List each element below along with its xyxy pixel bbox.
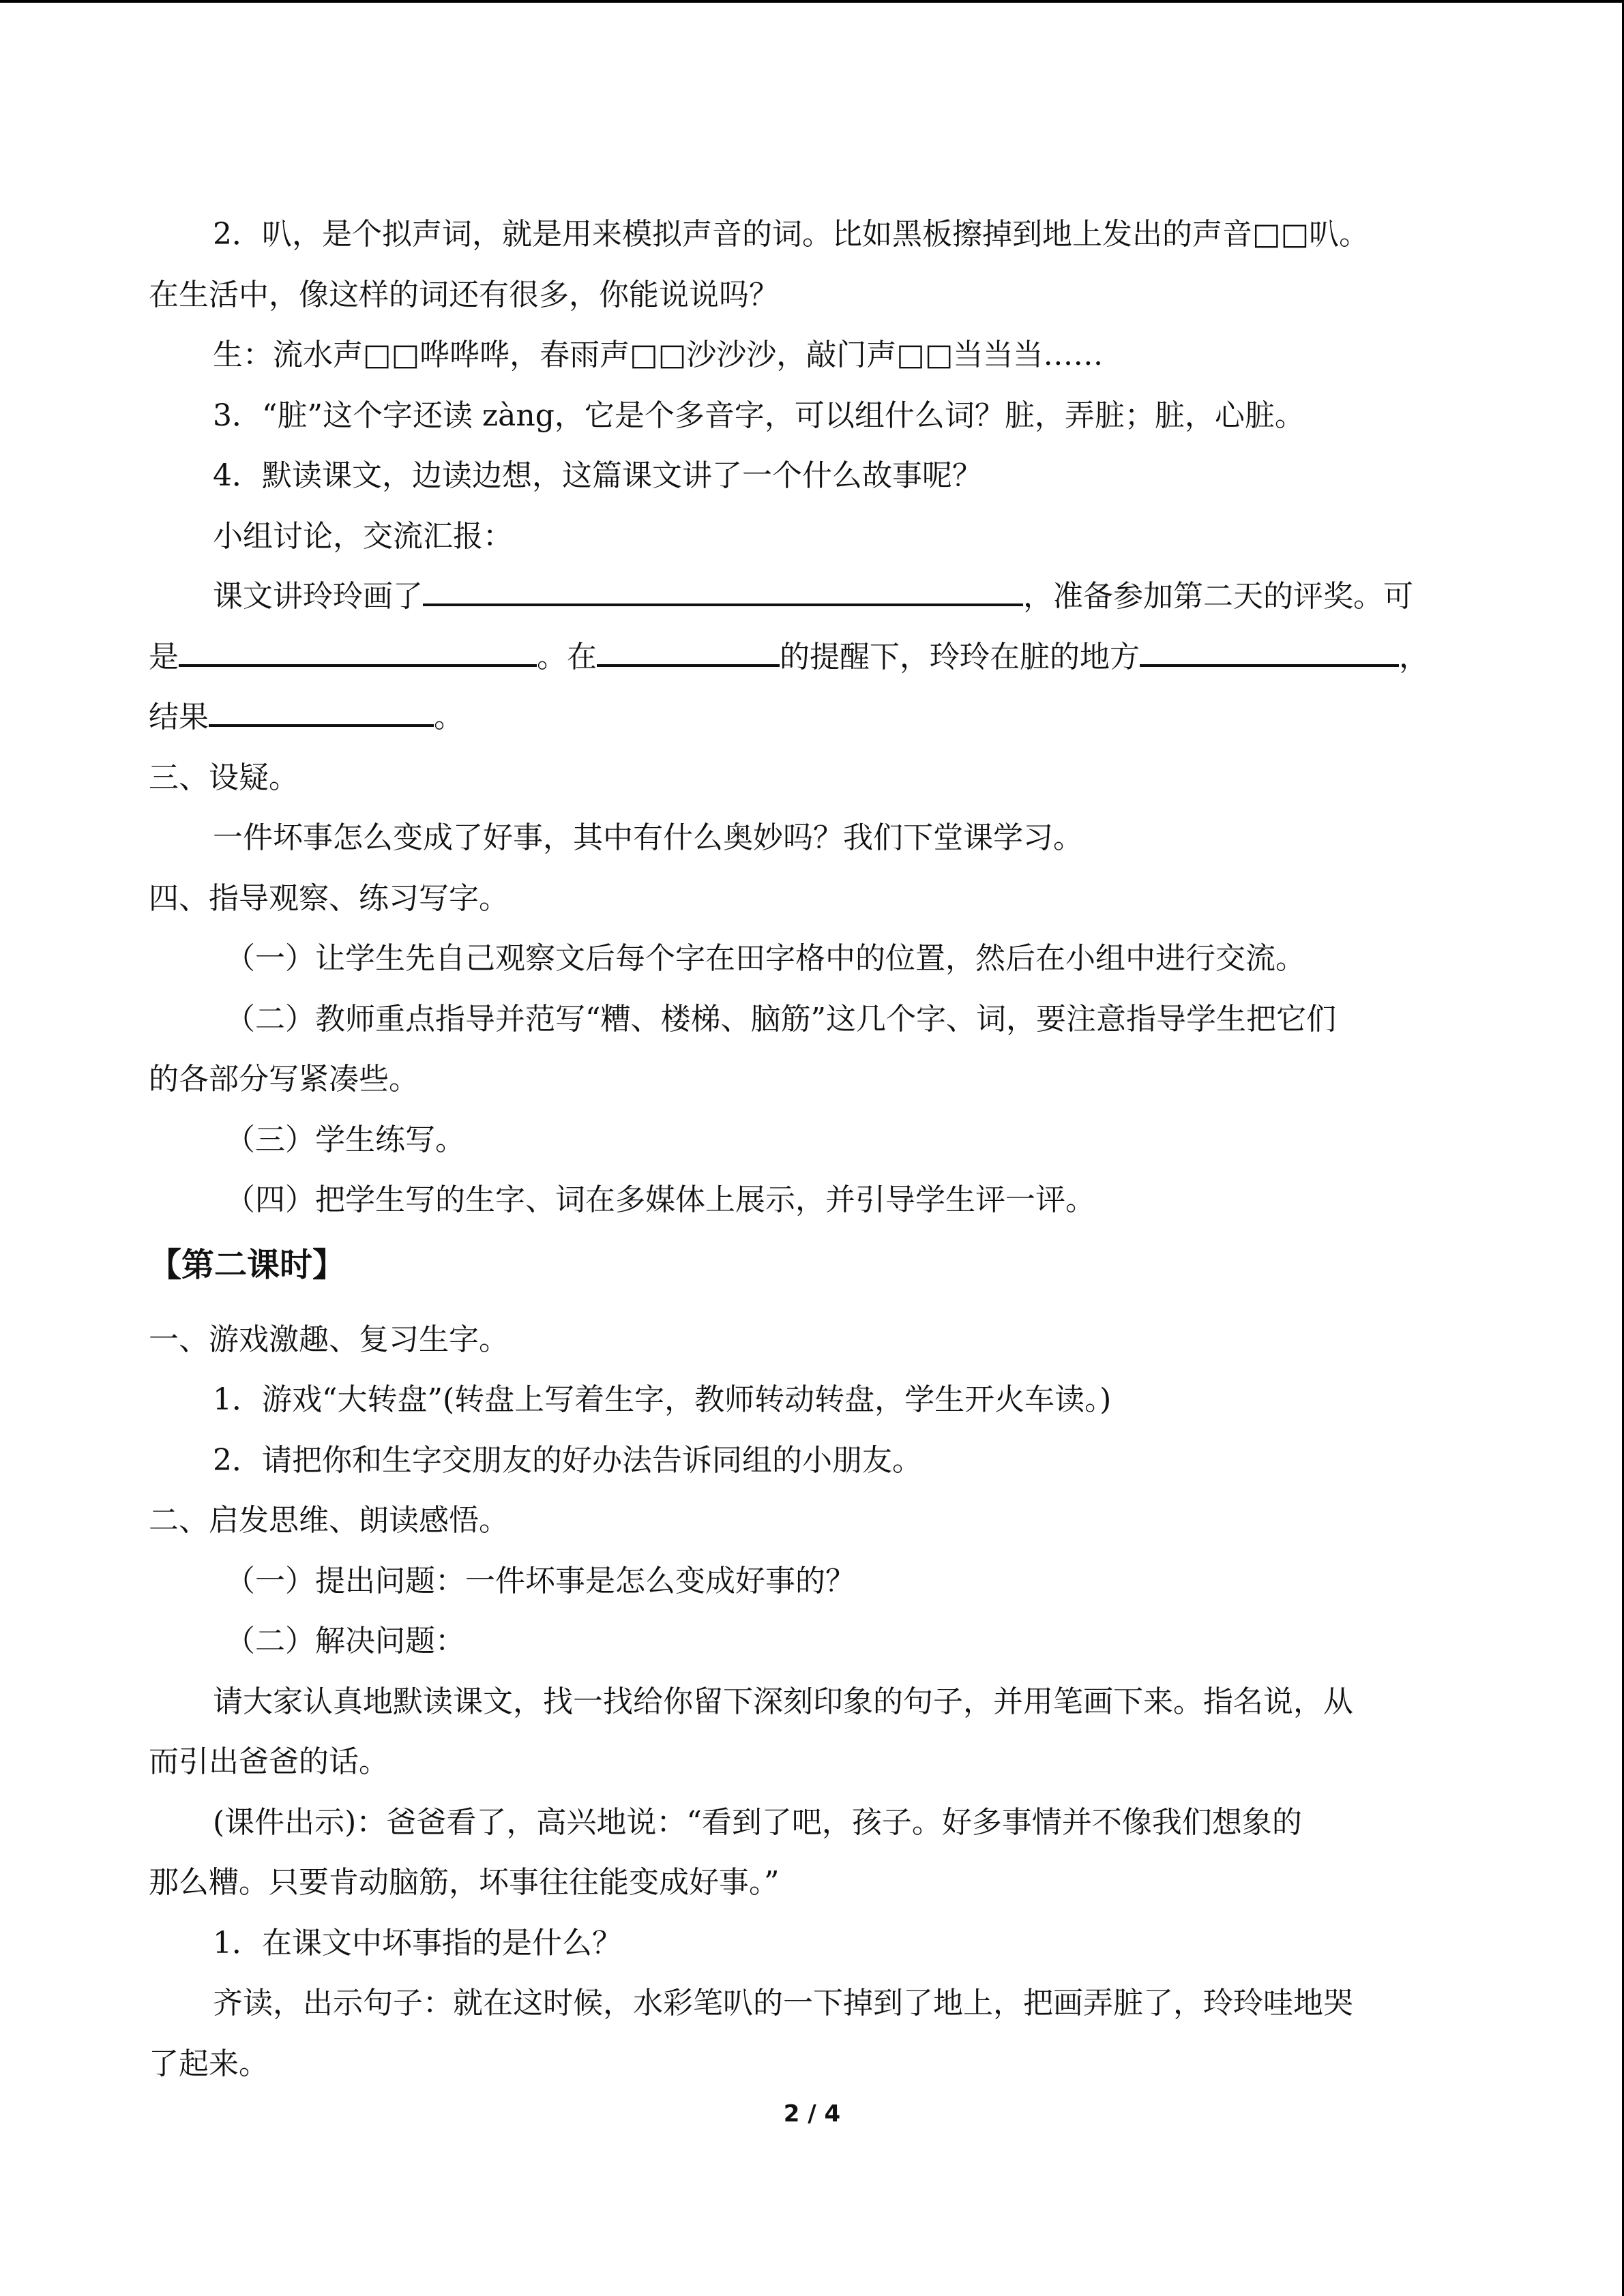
text-line: 一件坏事怎么变成了好事，其中有什么奥妙吗？我们下堂课学习。 <box>213 820 1083 855</box>
fill-in-blank <box>423 576 1023 606</box>
text-line: 2．叭，是个拟声词，就是用来模拟声音的词。比如黑板擦掉到地上发出的声音□□叭。 <box>213 217 1370 252</box>
text-line: 生：流水声□□哗哗哗，春雨声□□沙沙沙，敲门声□□当当当…… <box>213 338 1104 372</box>
text-line: （二）解决问题： <box>225 1624 465 1658</box>
text-segment: 的提醒下，玲玲在脏的地方 <box>780 639 1140 674</box>
text-line: 1．游戏“大转盘”(转盘上写着生字，教师转动转盘，学生开火车读。) <box>213 1382 1112 1417</box>
document-body <box>149 205 1479 2094</box>
text-line: 齐读，出示句子：就在这时候，水彩笔叭的一下掉到了地上，把画弄脏了，玲玲哇地哭 <box>213 1986 1353 2021</box>
section-title: 一、游戏激趣、复习生字。 <box>149 1322 509 1357</box>
text-line: 4．默读课文，边读边想，这篇课文讲了一个什么故事呢？ <box>213 458 982 493</box>
text-segment: 。在 <box>537 639 597 674</box>
text-segment: 。 <box>434 700 464 734</box>
top-border <box>0 0 1624 3</box>
text-line: 2．请把你和生字交朋友的好办法告诉同组的小朋友。 <box>213 1442 922 1478</box>
text-line: （一）让学生先自己观察文后每个字在田字格中的位置，然后在小组中进行交流。 <box>225 941 1305 976</box>
text-segment: ，准备参加第二天的评奖。可 <box>1023 579 1413 614</box>
section-title: 三、设疑。 <box>149 760 299 795</box>
text-line: 而引出爸爸的话。 <box>149 1744 389 1779</box>
fill-in-line <box>149 627 1479 688</box>
text-segment: 是 <box>149 639 179 674</box>
text-line: 请大家认真地默读课文，找一找给你留下深刻印象的句子，并用笔画下来。指名说，从 <box>213 1684 1353 1719</box>
fill-in-line <box>149 687 1479 748</box>
page-number: 2 / 4 <box>783 2100 841 2128</box>
lesson-heading: 【第二课时】 <box>149 1245 346 1284</box>
text-segment: 结果 <box>149 700 209 734</box>
fill-in-blank <box>1140 637 1399 667</box>
section-title: 四、指导观察、练习写字。 <box>149 880 509 916</box>
text-line: （三）学生练写。 <box>225 1122 465 1157</box>
text-line: 在生活中，像这样的词还有很多，你能说说吗？ <box>149 277 779 312</box>
text-line: 小组讨论，交流汇报： <box>213 518 513 554</box>
text-segment: ， <box>1399 639 1429 674</box>
text-line: 1．在课文中坏事指的是什么？ <box>213 1925 622 1960</box>
text-segment: 课文讲玲玲画了 <box>213 579 423 614</box>
section-title: 二、启发思维、朗读感悟。 <box>149 1503 509 1538</box>
text-line: （四）把学生写的生字、词在多媒体上展示，并引导学生评一评。 <box>225 1182 1095 1217</box>
text-line: （二）教师重点指导并范写“糟、楼梯、脑筋”这几个字、词，要注意指导学生把它们 <box>225 1001 1336 1037</box>
fill-in-line <box>149 567 1479 627</box>
text-line: 3．“脏”这个字还读 zàng，它是个多音字，可以组什么词？脏，弄脏；脏，心脏。 <box>213 398 1305 433</box>
fill-in-blank <box>597 637 780 667</box>
text-line: 那么糟。只要肯动脑筋，坏事往往能变成好事。” <box>149 1865 780 1900</box>
text-line: 的各部分写紧凑些。 <box>149 1062 419 1097</box>
fill-in-blank <box>209 697 434 727</box>
fill-in-blank <box>179 637 537 667</box>
text-line: (课件出示)：爸爸看了，高兴地说：“看到了吧，孩子。好多事情并不像我们想象的 <box>213 1804 1302 1840</box>
text-line: 了起来。 <box>149 2046 269 2081</box>
text-line: （一）提出问题：一件坏事是怎么变成好事的？ <box>225 1563 855 1598</box>
